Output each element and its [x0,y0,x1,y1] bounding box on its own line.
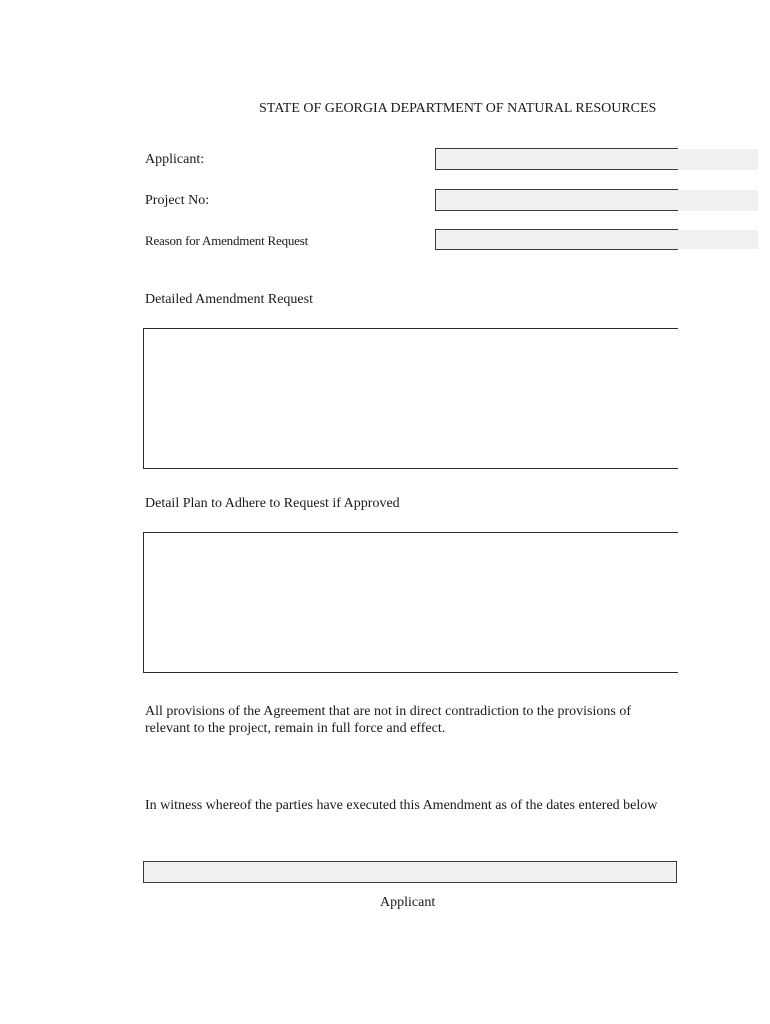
signature-field[interactable] [143,861,677,883]
signature-caption: Applicant [380,895,436,910]
project-no-field[interactable] [435,189,678,211]
form-title: STATE OF GEORGIA DEPARTMENT OF NATURAL RESOURCES [259,101,657,116]
detail-plan-textarea[interactable] [143,532,678,673]
reason-field-overflow [678,230,758,249]
applicant-field-overflow [678,149,758,170]
provisions-text-line1: All provisions of the Agreement that are not in direct contradiction to the provisions of [145,704,632,719]
witness-text: In witness whereof the parties have executed this Amendment as of the dates entered below [145,798,658,813]
detailed-amendment-label: Detailed Amendment Request [145,292,313,307]
detailed-amendment-textarea[interactable] [143,328,678,469]
detail-plan-label: Detail Plan to Adhere to Request if Approved [145,496,400,511]
provisions-text-line2: relevant to the project, remain in full force and effect. [145,721,446,736]
reason-field[interactable] [435,229,678,250]
project-no-label: Project No: [145,193,210,208]
reason-label: Reason for Amendment Request [145,233,309,248]
applicant-label: Applicant: [145,152,205,167]
project-field-overflow [678,190,758,211]
applicant-field[interactable] [435,148,678,170]
